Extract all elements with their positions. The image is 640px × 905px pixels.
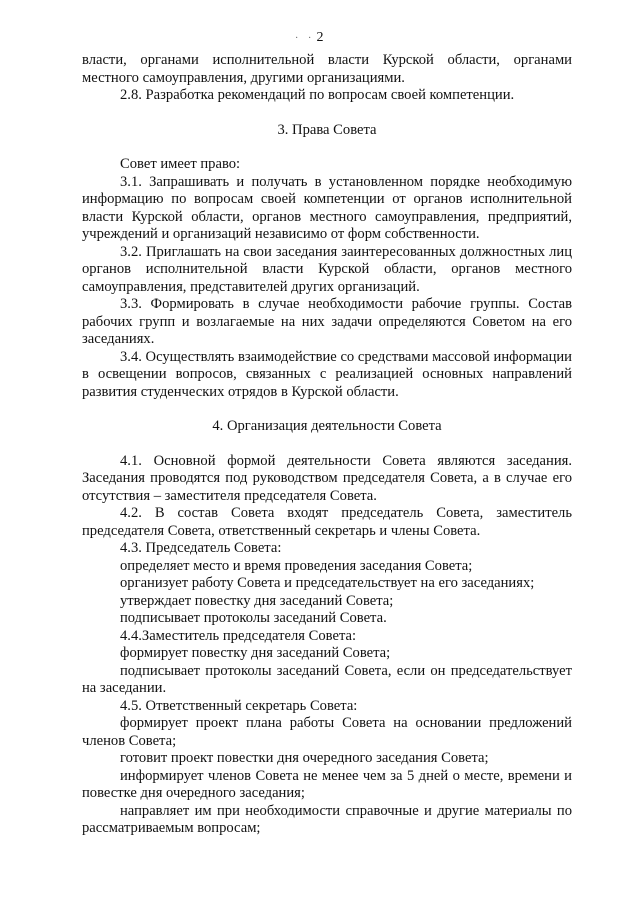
list-item: формирует повестку дня заседаний Совета;	[120, 645, 391, 661]
list-item: определяет место и время проведения заседания Совета;	[120, 557, 473, 574]
paragraph: 3.1. Запрашивать и получать в установленном порядке необходимую информацию по вопросам своей компетенции от органов исполнительной власти Курской области, органов местного самоуправления, предприятий, учреждений и организаций независимо от форм собственности.	[82, 173, 572, 242]
paragraph: власти, органами исполнительной власти Курской области, органами местного самоуправления, другими организациями.	[82, 52, 572, 86]
paragraph: 4.1. Основной формой деятельности Совета являются заседания. Заседания проводятся под руководством председателя Совета, а в случае его отсутствия – заместителя председателя Совета.	[82, 452, 572, 504]
paragraph: 3.2. Приглашать на свои заседания заинтересованных должностных лиц органов исполнительной власти Курской области, органов местного самоуправления, представителей других организаций.	[82, 243, 572, 295]
list-item: подписывает протоколы заседаний Совета, если он председательствует на заседании.	[82, 662, 572, 696]
list-item: формирует проект плана работы Совета на основании предложений членов Совета;	[82, 715, 572, 749]
paragraph: 4.5. Ответственный секретарь Совета:	[120, 697, 358, 714]
paragraph: 2.8. Разработка рекомендаций по вопросам своей компетенции.	[120, 87, 515, 103]
list-item: информирует членов Совета не менее чем за 5 дней о месте, времени и повестке дня очередного заседания;	[82, 767, 572, 801]
paragraph: 4.4.Заместитель председателя Совета:	[120, 627, 357, 644]
paragraph: 3.4. Осуществлять взаимодействие со средствами массовой информации в освещении вопросов, связанных с реализацией основных направлений развития студенческих отрядов в Курской области.	[82, 348, 572, 400]
section-heading: 4. Организация деятельности Совета	[212, 418, 442, 434]
document-body	[82, 52, 572, 838]
list-item: направляет им при необходимости справочные и другие материалы по рассматриваемым вопросам;	[82, 802, 572, 836]
list-item: подписывает протоколы заседаний Совета.	[120, 610, 387, 626]
list-item: организует работу Совета и председательствует на его заседаниях;	[120, 575, 535, 591]
paragraph: 3.3. Формировать в случае необходимости рабочие группы. Состав рабочих групп и возлагаемые на них задачи определяются Советом на его заседаниях.	[82, 296, 572, 347]
scan-speck: ·	[308, 33, 312, 44]
paragraph: Совет имеет право:	[120, 156, 241, 172]
scan-speck: ·	[295, 33, 299, 44]
section-heading: 3. Права Совета	[277, 121, 377, 138]
list-item: готовит проект повестки дня очередного заседания Совета;	[120, 750, 489, 766]
page-number: 2	[316, 30, 324, 45]
paragraph: 4.2. В состав Совета входят председатель Совета, заместитель председателя Совета, ответственный секретарь и члены Совета.	[82, 505, 572, 539]
list-item: утверждает повестку дня заседаний Совета;	[120, 592, 394, 609]
paragraph: 4.3. Председатель Совета:	[120, 540, 282, 556]
